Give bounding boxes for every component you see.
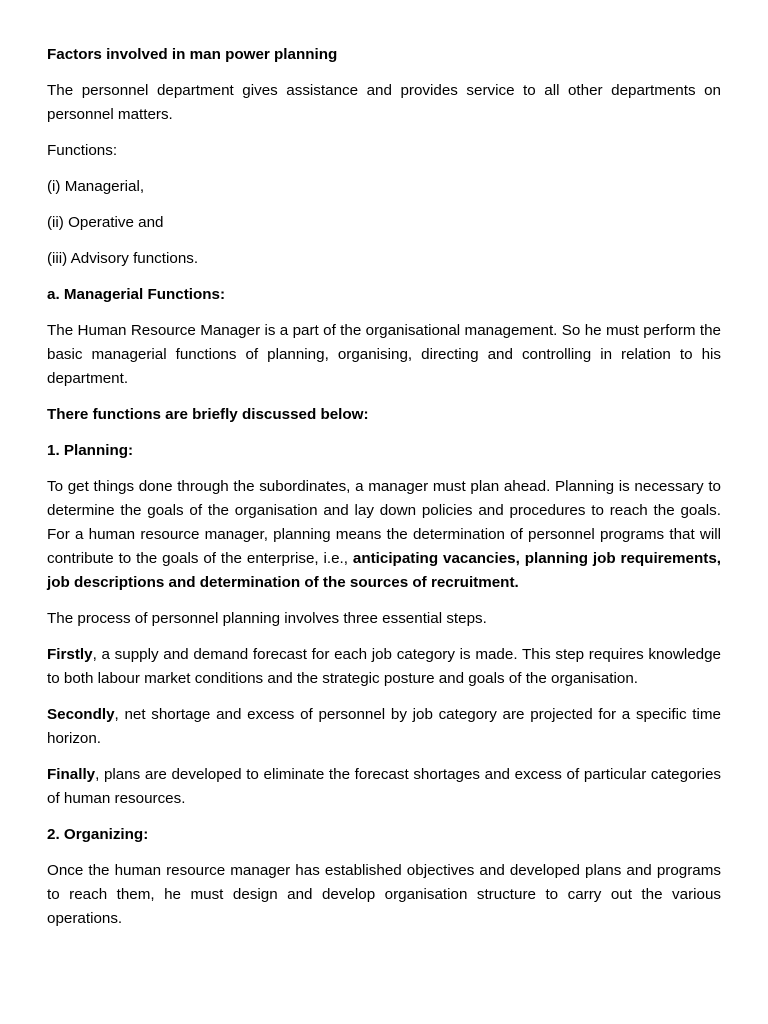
- step-paragraph: [47, 703, 721, 751]
- organizing-paragraph: Once the human resource manager has established objectives and developed plans and programs to reach them, he must design and develop organisation structure to carry out the various operations.: [47, 862, 721, 927]
- discussed-heading: There functions are briefly discussed below:: [47, 406, 369, 423]
- function-item: (ii) Operative and: [47, 214, 164, 231]
- step-text: , a supply and demand forecast for each job category is made. This step requires knowledge to both labour market conditions and the strategic posture and goals of the organisation.: [47, 646, 721, 687]
- function-item: (iii) Advisory functions.: [47, 250, 199, 267]
- step-paragraph: [47, 763, 721, 811]
- planning-heading: 1. Planning:: [47, 442, 134, 459]
- step-lead: Firstly: [47, 646, 93, 663]
- intro-paragraph: The personnel department gives assistance and provides service to all other departments on personnel matters.: [47, 82, 721, 123]
- planning-bold-text: anticipating vacancies, planning job requirements, job descriptions and determination of the sources of recruitment.: [47, 550, 721, 591]
- function-item: (i) Managerial,: [47, 178, 145, 195]
- managerial-heading: a. Managerial Functions:: [47, 286, 226, 303]
- planning-text: To get things done through the subordinates, a manager must plan ahead. Planning is necessary to determine the goals of the organisation and lay down policies and procedures to reach the goals. For a human resource manager, planning means the determination of personnel programs that will contribute to the goals of the enterprise, i.e.,: [47, 478, 721, 567]
- planning-paragraph: [47, 475, 721, 595]
- step-lead: Finally: [47, 766, 96, 783]
- step-text: , net shortage and excess of personnel by job category are projected for a specific time horizon.: [47, 706, 721, 747]
- functions-label: Functions:: [47, 142, 118, 159]
- step-paragraph: [47, 643, 721, 691]
- organizing-heading: 2. Organizing:: [47, 826, 149, 843]
- document-title: Factors involved in man power planning: [47, 46, 338, 63]
- step-text: , plans are developed to eliminate the forecast shortages and excess of particular categories of human resources.: [47, 766, 721, 807]
- process-paragraph: The process of personnel planning involves three essential steps.: [47, 610, 487, 627]
- managerial-paragraph: The Human Resource Manager is a part of the organisational management. So he must perform the basic managerial functions of planning, organising, directing and controlling in relation to his department.: [47, 322, 721, 387]
- step-lead: Secondly: [47, 706, 115, 723]
